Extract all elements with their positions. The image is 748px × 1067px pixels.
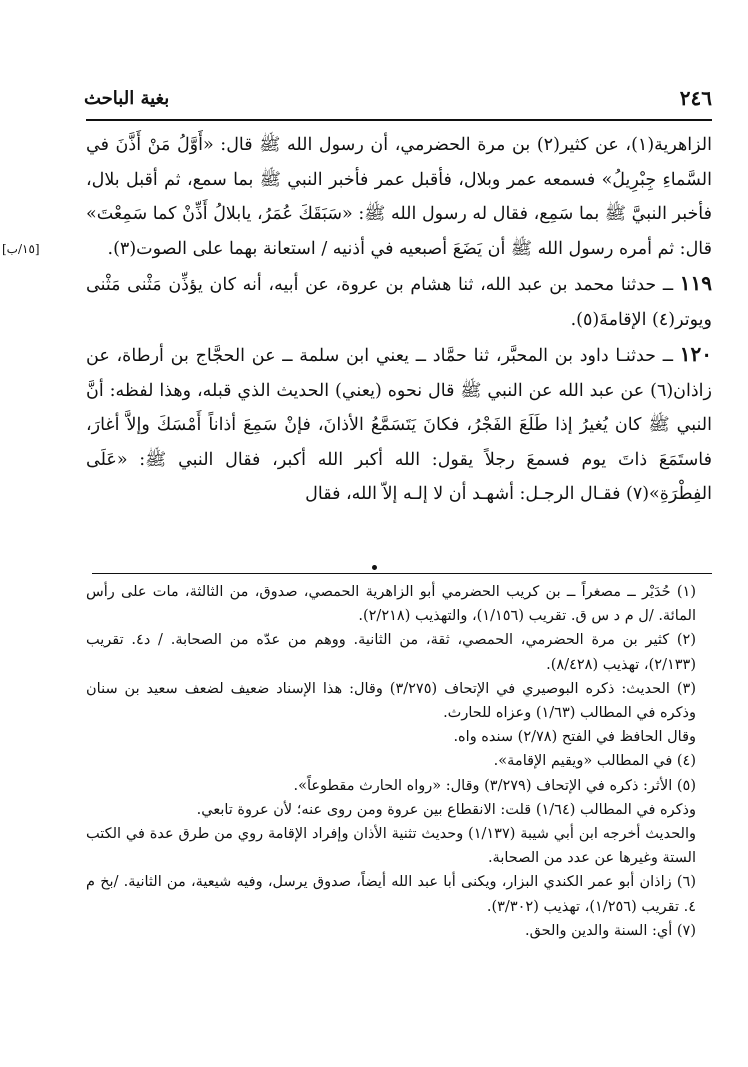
footnote-4: (٤) في المطالب «ويقيم الإقامة». bbox=[493, 753, 696, 770]
manuscript-folio-note: [١٥/ب] bbox=[2, 242, 40, 256]
page-number: ٢٤٦ bbox=[679, 86, 712, 110]
page-header bbox=[84, 82, 712, 116]
header-rule bbox=[86, 119, 712, 121]
hadith-text: ــ حدثنا محمد بن عبد الله، ثنا هشام بن عروة، عن أبيه، أنه كان يؤذِّن مَثْنى مَثْنى ويوتر(٤) الإقامةَ(٥). bbox=[86, 275, 712, 330]
hadith-119 bbox=[86, 266, 712, 337]
footnote-7: (٧) أي: السنة والدين والحق. bbox=[524, 922, 696, 939]
running-title: بغية الباحث bbox=[84, 88, 170, 109]
hadith-number: ١٢٠ bbox=[679, 342, 712, 366]
paragraph-continuation: الزاهرية(١)، عن كثير(٢) بن مرة الحضرمي، أن رسول الله ﷺ قال: «أَوَّلُ مَنْ أَذَّنَ في السَّماءِ جِبْرِيلُ» فسمعه عمر وبلال، فأقبل عمر فأخبر النبي ﷺ بما سمع، ثم أقبل بلال، فأخبر النبيَّ ﷺ بما سَمِع، فقال له رسول الله ﷺ: «سَبَقَكَ عُمَرُ، يابلالُ أَذِّنْ كما سَمِعْتَ» قال: ثم أمره رسول الله ﷺ أن يَضَعَ أصبعيه في أذنيه / استعانة بهما على الصوت(٣). bbox=[86, 135, 712, 259]
footnote-rule bbox=[92, 573, 712, 574]
footnote-5: (٥) الأثر: ذكره في الإتحاف (٣/٢٧٩) وقال: «رواه الحارث مقطوعاً». bbox=[293, 777, 696, 794]
separator-dot bbox=[372, 565, 377, 570]
footnote-3: (٣) الحديث: ذكره البوصيري في الإتحاف (٣/٢٧٥) وقال: هذا الإسناد ضعيف لضعف سعيد بن سنان وذكره في المطالب (١/٦٣) وعزاه للحارث. bbox=[86, 680, 696, 722]
hadith-number: ١١٩ bbox=[679, 271, 712, 295]
hadith-text: ــ حدثنـا داود بن المحبَّر، ثنا حمَّاد ــ يعني ابن سلمة ــ عن الحجَّاج بن أرطاة، عن زاذان(٦) عن عبد الله عن النبي ﷺ قال نحوه (يعني) الحديث الذي قبله، وهذا لفظه: أنَّ النبي ﷺ كان يُغيرُ إذا طَلَعَ الفَجْرُ، فكانَ يَتَسَمَّعُ الأذانَ، فإنْ سَمِعَ أذاناً أَمْسَكَ وإلاَّ أغارَ، فاستَمَعَ ذاتَ يوم فسمعَ رجلاً يقول: الله أكبر الله أكبر، فقال النبي ﷺ: «عَلَى الفِطْرَةِ»(٧) فقـال الرجـل: أشهـد أن لا إلـه إلاّ الله، فقال bbox=[86, 346, 712, 504]
main-text bbox=[86, 128, 712, 512]
footnote-6: (٦) زاذان أبو عمر الكندي البزار، ويكنى أبا عبد الله أيضاً، صدوق يرسل، وفيه شيعية، من الثانية. /بخ م ٤. تقريب (١/٢٥٦)، تهذيب (٣/٣٠٢). bbox=[86, 874, 696, 915]
footnote-5-cont: وذكره في المطالب (١/٦٤) قلت: الانقطاع بين عروة ومن روى عنه؛ لأن عروة تابعي. bbox=[196, 801, 696, 818]
footnotes bbox=[86, 580, 712, 943]
footnote-2: (٢) كثير بن مرة الحضرمي، الحمصي، ثقة، من الثانية. ووهم من عدّه من الصحابة. / د٤. تقريب (٢/١٣٣)، تهذيب (٨/٤٢٨). bbox=[86, 632, 696, 673]
footnote-5-cont: والحديث أخرجه ابن أبي شيبة (١/١٣٧) وحديث تثنية الأذان وإفراد الإقامة روي من طرق عدة في الكتب الستة وغيرها عن عدد من الصحابة. bbox=[86, 826, 696, 867]
hadith-120 bbox=[86, 337, 712, 512]
footnote-3-cont: وقال الحافظ في الفتح (٢/٧٨) سنده واه. bbox=[453, 729, 696, 746]
footnote-1: (١) حُدَيْر ــ مصغراً ــ بن كريب الحضرمي أبو الزاهرية الحمصي، صدوق، من الثالثة، مات على رأس المائة. /ل م د س ق. تقريب (١/١٥٦)، والتهذيب (٢/٢١٨). bbox=[86, 584, 696, 625]
